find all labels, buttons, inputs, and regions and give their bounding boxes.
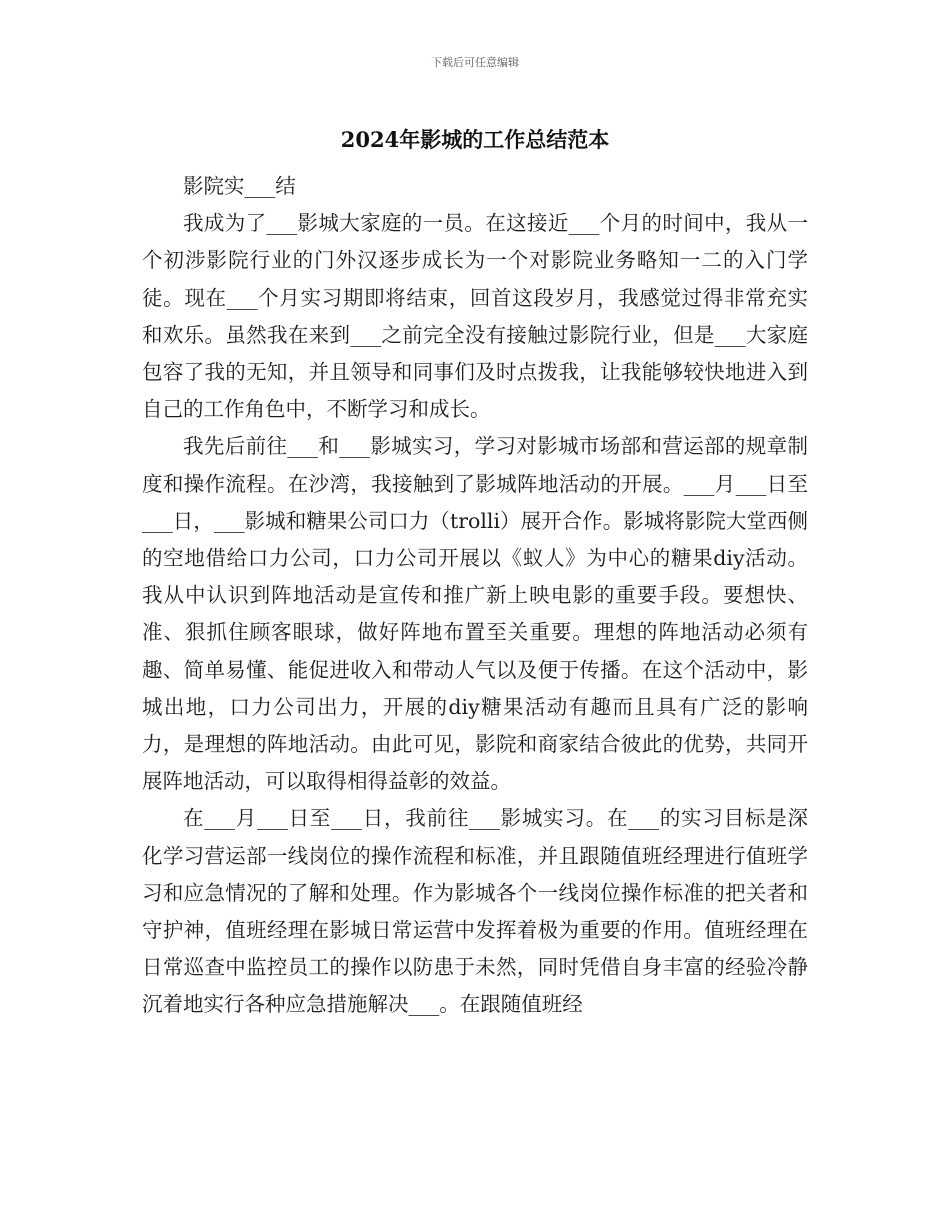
paragraph: 我成为了___影城大家庭的一员。在这接近___个月的时间中，我从一个初涉影院行业的门外汉逐步成长为一个对影院业务略知一二的入门学徒。现在___个月实习期即将结束，回首这段岁月，我感觉过得非常充实和欢乐。虽然我在来到___之前完全没有接触过影院行业，但是___大家庭包容了我的无知，并且领导和同事们及时点拨我，让我能够较快地进入到自己的工作角色中，不断学习和成长。 <box>142 211 808 422</box>
paragraph-subtitle: 影院实___结 <box>183 174 296 198</box>
paragraph: 在___月___日至___日，我前往___影城实习。在___的实习目标是深化学习营运部一线岗位的操作流程和标准，并且跟随值班经理进行值班学习和应急情况的了解和处理。作为影城各个一线岗位操作标准的把关者和守护神，值班经理在影城日常运营中发挥着极为重要的作用。值班经理在日常巡查中监控员工的操作以防患于未然，同时凭借自身丰富的经验冷静沉着地实行各种应急措施解决___。在跟随值班经 <box>142 806 808 1017</box>
page-header: 下载后可任意编辑 <box>431 56 519 69</box>
document-body <box>142 168 808 1024</box>
paragraph: 我先后前往___和___影城实习，学习对影城市场部和营运部的规章制度和操作流程。在沙湾，我接触到了影城阵地活动的开展。___月___日至___日，___影城和糖果公司口力（trolli）展开合作。影城将影院大堂西侧的空地借给口力公司，口力公司开展以《蚁人》为中心的糖果diy活动。我从中认识到阵地活动是宣传和推广新上映电影的重要手段。要想快、准、狠抓住顾客眼球，做好阵地布置至关重要。理想的阵地活动必须有趣、简单易懂、能促进收入和带动人气以及便于传播。在这个活动中，影城出地，口力公司出力，开展的diy糖果活动有趣而且具有广泛的影响力，是理想的阵地活动。由此可见，影院和商家结合彼此的优势，共同开展阵地活动，可以取得相得益彰的效益。 <box>142 434 808 794</box>
document-title: 2024年影城的工作总结范本 <box>340 127 610 152</box>
